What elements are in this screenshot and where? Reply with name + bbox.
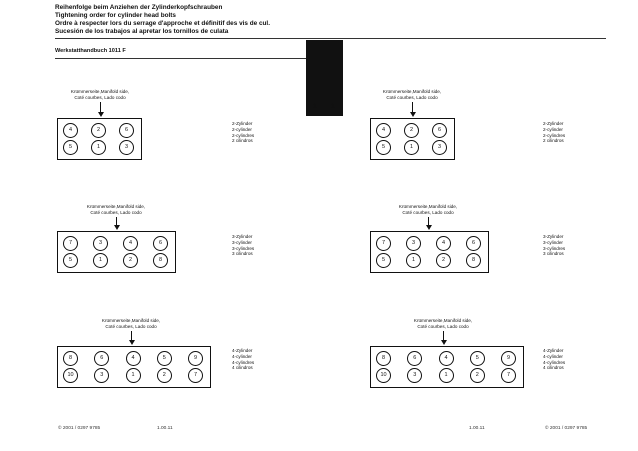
bolt-bottom: 3 — [94, 368, 109, 383]
cylinder-count-label: 2-cylindres — [232, 132, 255, 138]
bolt-bottom: 7 — [188, 368, 203, 383]
bolt-top: 5 — [157, 351, 172, 366]
cylinder-count-label: 2-cylindres — [543, 132, 566, 138]
chapter-tab — [306, 40, 343, 116]
cylinder-count-label: 4-Zylinder — [232, 348, 253, 353]
bolt-bottom: 8 — [153, 253, 168, 268]
footer-copyright-right: © 2001 / 0297 9785 — [545, 426, 588, 431]
bolt-top: 4 — [126, 351, 141, 366]
bolt-bottom: 1 — [91, 140, 106, 155]
bolt-top: 4 — [439, 351, 454, 366]
bolt-bottom: 10 — [63, 368, 78, 383]
arrow-head-icon — [441, 340, 447, 345]
manifold-label: Krümmerseite,Manifold side, — [101, 318, 161, 323]
bolt-top: 7 — [63, 236, 78, 251]
bolt-bottom: 5 — [63, 140, 78, 155]
bolt-top: 6 — [94, 351, 109, 366]
bolt-top: 4 — [123, 236, 138, 251]
bolt-bottom: 1 — [93, 253, 108, 268]
title-english: Tightening order for cylinder head bolts — [55, 12, 176, 19]
cylinder-count-label: 4 cilindros — [232, 365, 253, 371]
bolt-bottom: 3 — [119, 140, 134, 155]
manifold-label: Krümmerseite,Manifold side, — [398, 204, 458, 209]
bolt-top: 6 — [407, 351, 422, 366]
manifold-label: Krümmerseite,Manifold side, — [413, 318, 473, 323]
cylinder-count-label: 3-Zylinder — [543, 234, 564, 239]
manifold-label: Coté courbes, Lado codo — [105, 324, 157, 329]
cylinder-count-label: 4-cylinder — [543, 353, 563, 359]
tab-number-left: 1 — [313, 103, 317, 110]
title-german: Reihenfolge beim Anziehen der Zylinderkopfschrauben — [55, 4, 223, 11]
cylinder-count-label: 3-cylindres — [543, 245, 566, 251]
arrow-head-icon — [114, 225, 120, 230]
bolt-top: 4 — [63, 123, 78, 138]
footer-page-right: 1.00.11 — [469, 426, 485, 431]
footer-copyright-left: © 2001 / 0297 9785 — [58, 426, 101, 431]
manifold-label: Coté courbes, Lado codo — [90, 210, 142, 215]
bolt-bottom: 2 — [470, 368, 485, 383]
bolt-top: 5 — [470, 351, 485, 366]
manifold-label: Coté courbes, Lado codo — [402, 210, 454, 215]
cylinder-count-label: 3 cilindros — [543, 251, 564, 257]
cylinder-count-label: 4-Zylinder — [543, 348, 564, 353]
bolt-top: 6 — [432, 123, 447, 138]
title-french: Ordre à respecter lors du serrage d'approche et définitif des vis de cul. — [55, 20, 270, 27]
cylinder-count-label: 3 cilindros — [232, 251, 253, 257]
bolt-bottom: 1 — [406, 253, 421, 268]
cylinder-count-label: 2-Zylinder — [232, 121, 253, 126]
manifold-label: Coté courbes, Lado codo — [417, 324, 469, 329]
cylinder-count-label: 4 cilindros — [543, 365, 564, 371]
cylinder-count-label: 3-cylinder — [232, 239, 252, 245]
manifold-label: Krümmerseite,Manifold side, — [382, 89, 442, 94]
bolt-top: 8 — [63, 351, 78, 366]
bolt-top: 2 — [404, 123, 419, 138]
footer-page-left: 1.00.11 — [157, 426, 173, 431]
manifold-label: Krümmerseite,Manifold side, — [86, 204, 146, 209]
manifold-label: Krümmerseite,Manifold side, — [70, 89, 130, 94]
cylinder-count-label: 3-cylindres — [232, 245, 255, 251]
bolt-top: 3 — [93, 236, 108, 251]
bolt-bottom: 3 — [432, 140, 447, 155]
cylinder-count-label: 3-Zylinder — [232, 234, 253, 239]
bolt-top: 9 — [188, 351, 203, 366]
cylinder-count-label: 2-cylinder — [543, 126, 563, 132]
arrow-head-icon — [129, 340, 135, 345]
manifold-label: Coté courbes, Lado codo — [386, 95, 438, 100]
bolt-bottom: 2 — [123, 253, 138, 268]
bolt-bottom: 8 — [466, 253, 481, 268]
cylinder-count-label: 2-cylinder — [232, 126, 252, 132]
bolt-top: 8 — [376, 351, 391, 366]
bolt-bottom: 1 — [404, 140, 419, 155]
bolt-top: 4 — [436, 236, 451, 251]
bolt-bottom: 7 — [501, 368, 516, 383]
bolt-bottom: 10 — [376, 368, 391, 383]
arrow-head-icon — [410, 112, 416, 117]
cylinder-count-label: 2 cilindros — [543, 138, 564, 144]
manual-title: Werkstatthandbuch 1011 F — [55, 48, 126, 54]
arrow-head-icon — [98, 112, 104, 117]
bolt-bottom: 1 — [126, 368, 141, 383]
cylinder-count-label: 4-cylindres — [232, 359, 255, 365]
cylinder-count-label: 4-cylinder — [232, 353, 252, 359]
bolt-bottom: 5 — [376, 140, 391, 155]
cylinder-count-label: 4-cylindres — [543, 359, 566, 365]
bolt-top: 6 — [119, 123, 134, 138]
header-rule — [55, 38, 606, 39]
bolt-bottom: 5 — [376, 253, 391, 268]
bolt-top: 9 — [501, 351, 516, 366]
bolt-top: 6 — [153, 236, 168, 251]
bolt-bottom: 2 — [157, 368, 172, 383]
bolt-top: 7 — [376, 236, 391, 251]
bolt-top: 2 — [91, 123, 106, 138]
tab-number-right: 1 — [331, 103, 335, 110]
bolt-bottom: 2 — [436, 253, 451, 268]
manifold-label: Coté courbes, Lado codo — [74, 95, 126, 100]
bolt-top: 4 — [376, 123, 391, 138]
bolt-top: 6 — [466, 236, 481, 251]
arrow-head-icon — [426, 225, 432, 230]
bolt-top: 3 — [406, 236, 421, 251]
bolt-bottom: 3 — [407, 368, 422, 383]
manual-rule — [55, 58, 306, 59]
bolt-bottom: 5 — [63, 253, 78, 268]
cylinder-count-label: 2 cilindros — [232, 138, 253, 144]
title-spanish: Sucesión de los trabajos al apretar los tornillos de culata — [55, 28, 229, 35]
cylinder-count-label: 3-cylinder — [543, 239, 563, 245]
bolt-bottom: 1 — [439, 368, 454, 383]
cylinder-count-label: 2-Zylinder — [543, 121, 564, 126]
